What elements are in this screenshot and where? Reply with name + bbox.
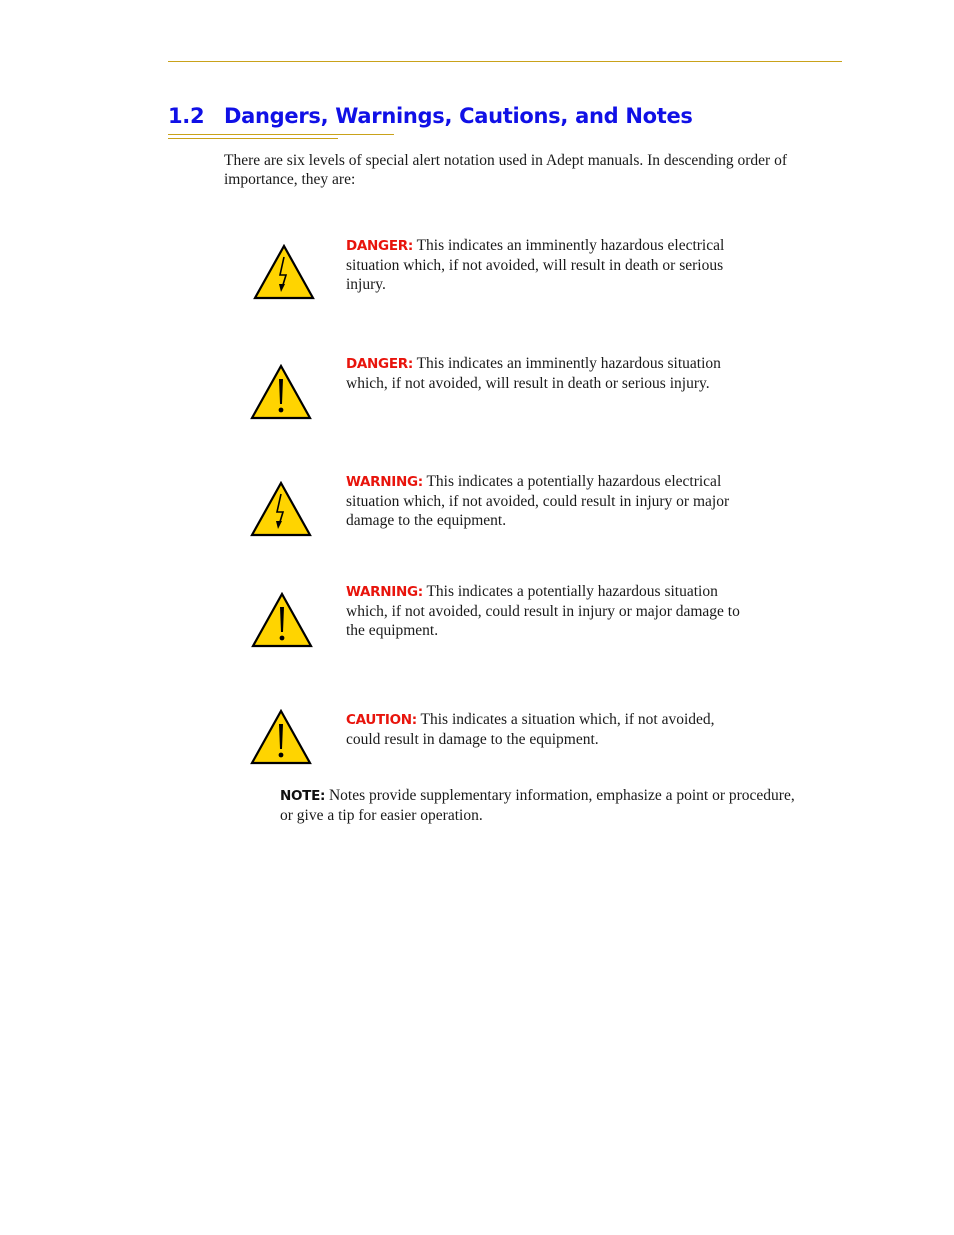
intro-paragraph: There are six levels of special alert notation used in Adept manuals. In descending order of importance, they are:	[224, 152, 787, 188]
alert-text: This indicates a potentially hazardous situation which, if not avoided, could result in injury or major damage to the equipment.	[346, 583, 740, 639]
alert-label: DANGER:	[346, 356, 413, 372]
header-rule	[168, 61, 842, 62]
alert-warning-general	[346, 582, 746, 640]
exclamation-warning-icon	[251, 592, 313, 648]
alert-danger-general	[346, 354, 746, 393]
electrical-hazard-icon	[250, 481, 312, 537]
alert-text: This indicates an imminently hazardous electrical situation which, if not avoided, will result in death or serious injury.	[346, 237, 725, 293]
section-heading	[168, 104, 693, 128]
alert-text: This indicates an imminently hazardous situation which, if not avoided, will result in death or serious injury.	[346, 355, 721, 392]
exclamation-warning-icon	[250, 364, 312, 420]
exclamation-warning-icon	[250, 709, 312, 765]
note-label: NOTE:	[280, 788, 326, 804]
note-paragraph	[280, 786, 800, 825]
alert-text: This indicates a potentially hazardous electrical situation which, if not avoided, could result in injury or major damage to the equipment.	[346, 473, 730, 529]
alert-label: CAUTION:	[346, 712, 417, 728]
electrical-hazard-icon	[253, 244, 315, 300]
alert-text: This indicates a situation which, if not avoided, could result in damage to the equipment.	[346, 711, 715, 748]
alert-label: DANGER:	[346, 238, 413, 254]
heading-underline-second	[168, 138, 338, 139]
alert-label: WARNING:	[346, 584, 423, 600]
heading-underline	[168, 134, 394, 135]
alert-warning-electrical	[346, 472, 746, 530]
alert-caution	[346, 710, 746, 749]
alert-danger-electrical	[346, 236, 746, 294]
section-title: Dangers, Warnings, Cautions, and Notes	[224, 104, 693, 128]
note-text: Notes provide supplementary information, emphasize a point or procedure, or give a tip for easier operation.	[280, 787, 795, 824]
section-number: 1.2	[168, 104, 205, 128]
alert-label: WARNING:	[346, 474, 423, 490]
